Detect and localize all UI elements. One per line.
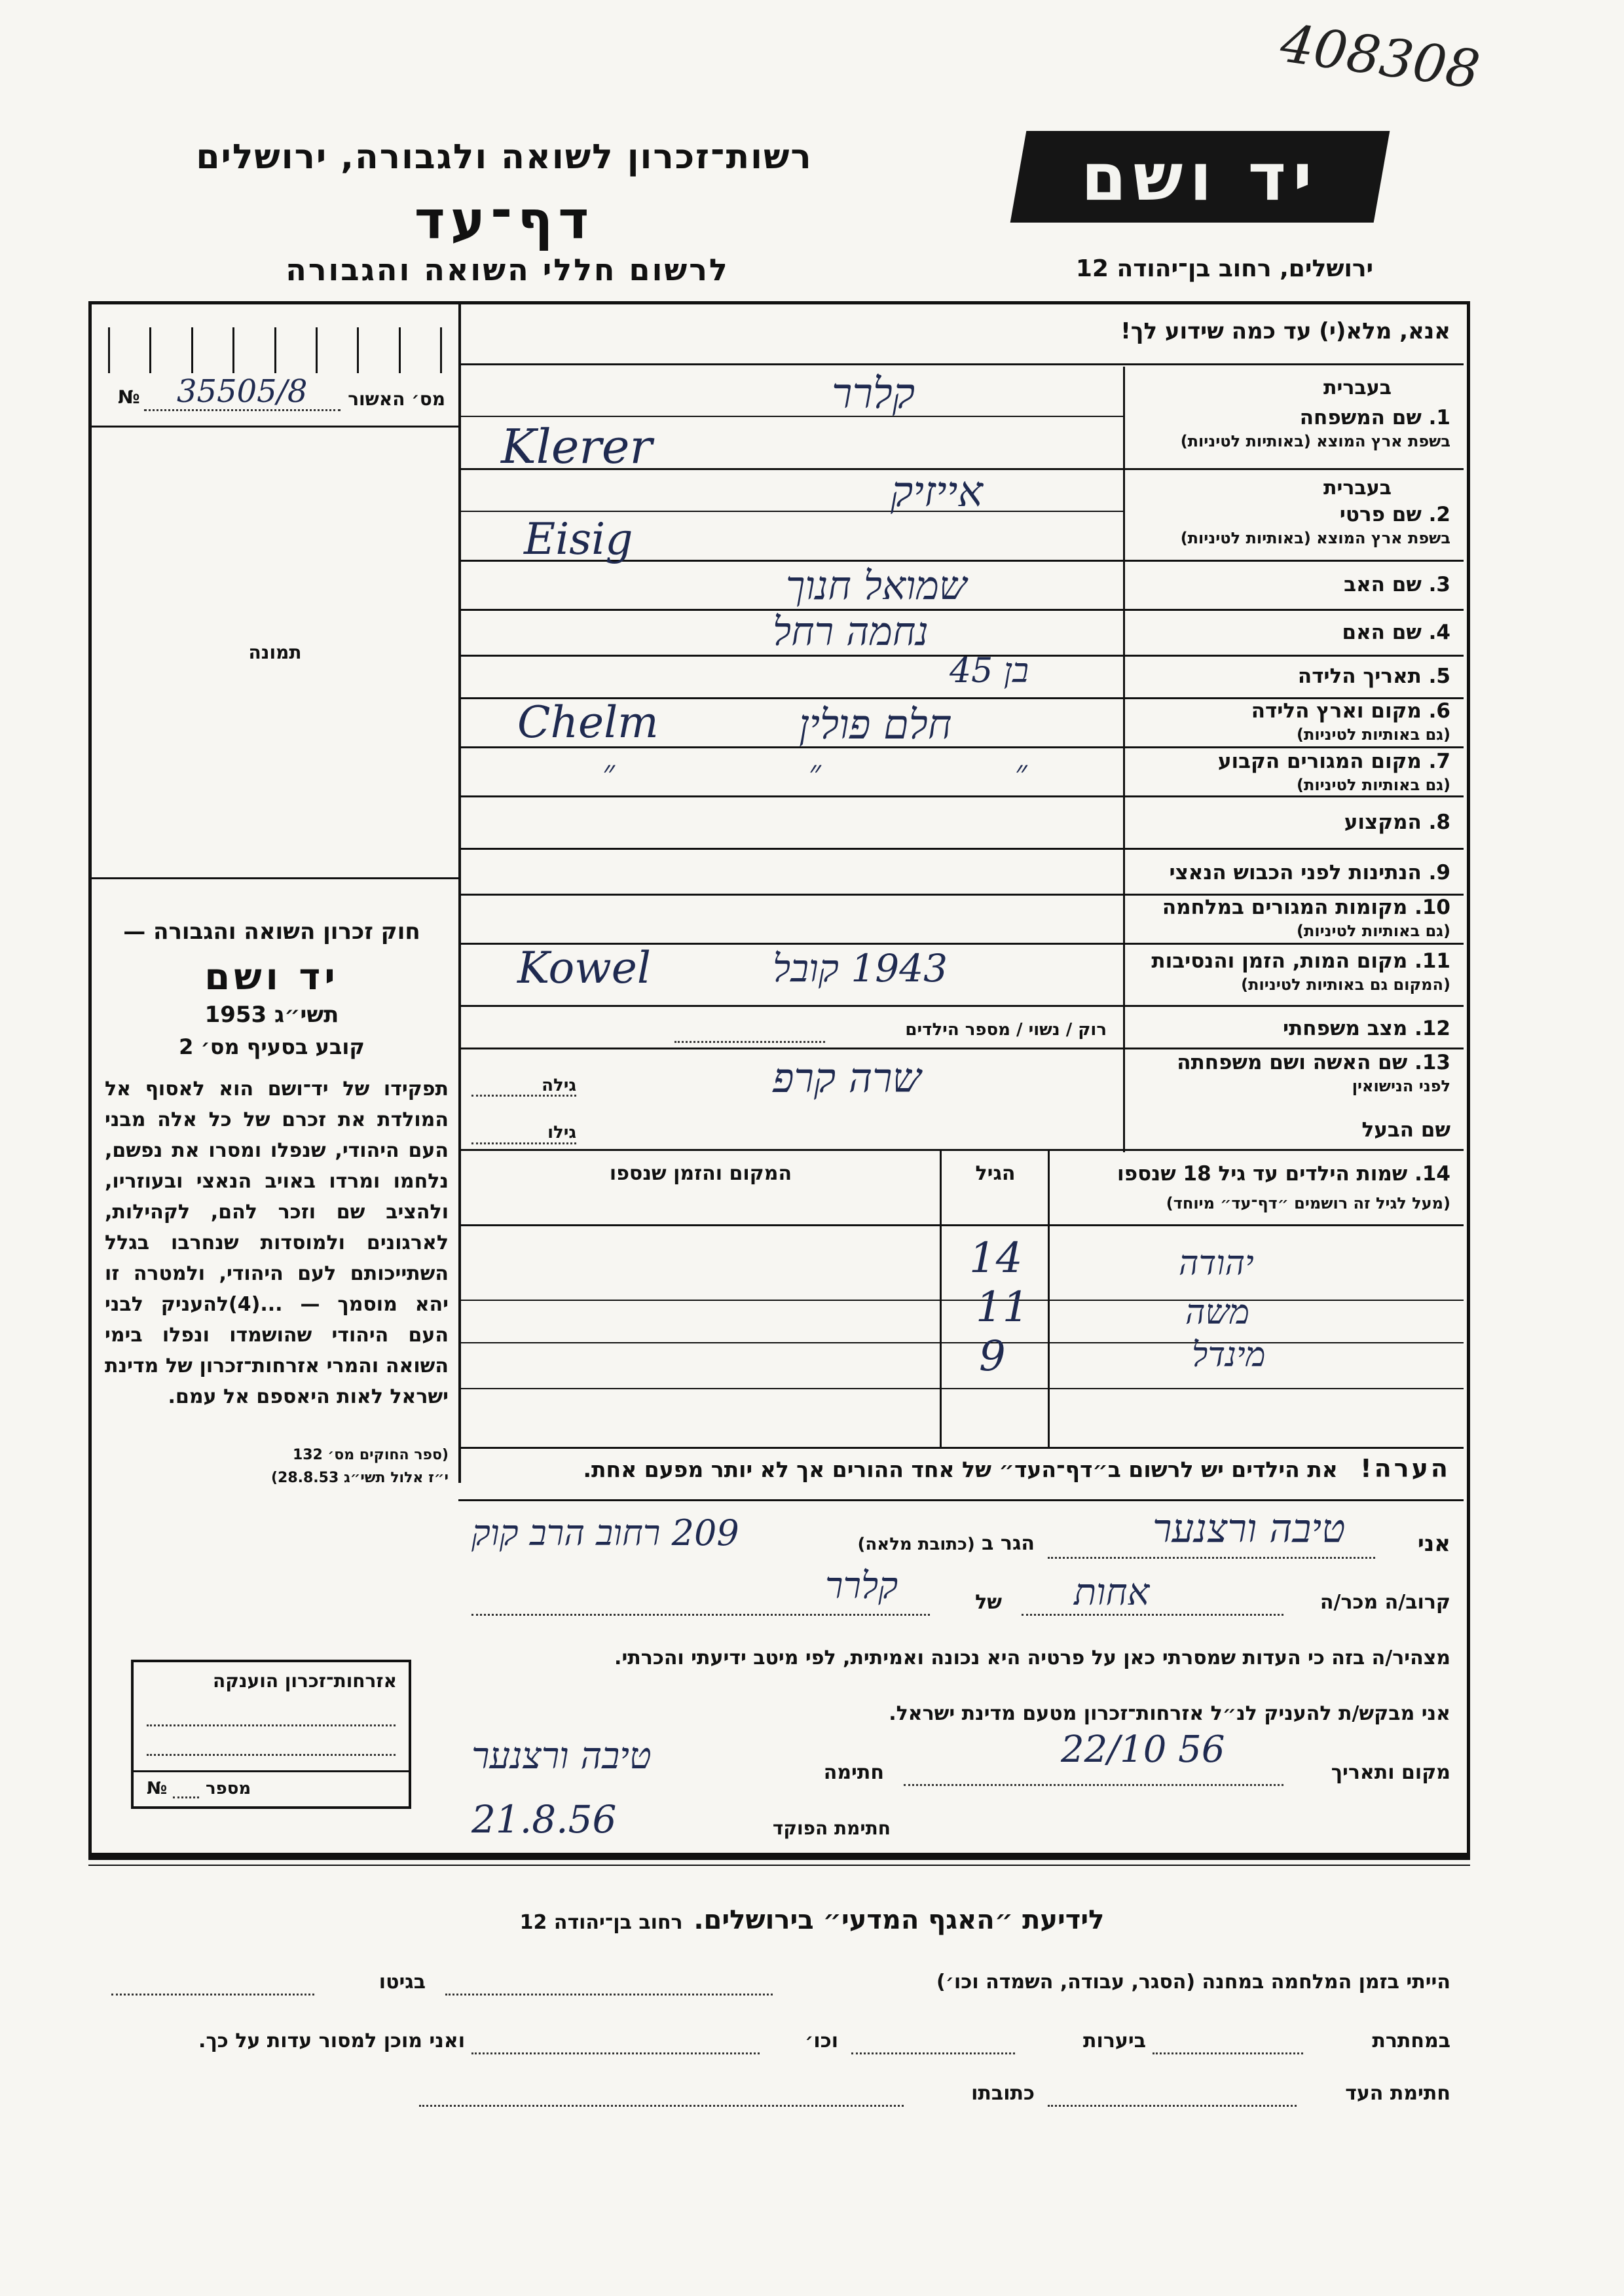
- field-number: 6.: [1428, 699, 1450, 723]
- registry-number-value: 35505/8: [177, 373, 308, 410]
- field-label: מקום וארץ הלידה: [1251, 699, 1422, 723]
- field-number: 12.: [1414, 1017, 1450, 1040]
- citizenship-box-title: אזרחות־זכרון הוענקה: [213, 1670, 397, 1692]
- bottom-ghetto-label: בגיטו: [378, 1971, 426, 1994]
- bottom-underground-label: במחתרת: [1372, 2030, 1450, 2052]
- relation-label: קרוב/ה מכר/ה: [1320, 1591, 1450, 1614]
- officer-signature-label: חתימת הפוקד: [772, 1817, 891, 1839]
- marital-status-options: רוק / נשוי / מספר הילדים: [905, 1020, 1107, 1040]
- bottom-witness-signature-label: חתימת העד: [1345, 2082, 1450, 2105]
- header-address: ירושלים, רחוב בן־יהודה 12: [1075, 255, 1374, 282]
- label-mother-name: [1123, 621, 1450, 644]
- field-number: 4.: [1428, 621, 1450, 644]
- field-sublabel: (גם באותיות לטיניות): [1297, 725, 1450, 744]
- field-sublabel: (גם באותיות לטיניות): [1297, 922, 1450, 940]
- wife-age-label: גילה: [542, 1076, 576, 1095]
- field-number: 9.: [1428, 861, 1450, 884]
- declarant-label: אני: [1417, 1531, 1450, 1557]
- registry-label: מס׳ האשור: [348, 388, 445, 410]
- field-label: הנתינות לפני הכבוש הנאצי: [1169, 861, 1422, 884]
- field-number: 7.: [1428, 750, 1450, 773]
- law-title: חוק זכרון השואה והגבורה —: [123, 919, 420, 945]
- field-label: מקומות המגורים במלחמה: [1162, 896, 1408, 919]
- organization-name: רשות־זכרון לשואה ולגבורה, ירושלים: [196, 137, 813, 177]
- officer-signature-value: 21.8.56: [471, 1797, 617, 1842]
- label-permanent-residence: [1123, 750, 1450, 797]
- relation-value: אחות: [1074, 1571, 1150, 1614]
- label-father-name: [1123, 573, 1450, 596]
- field-number: 8.: [1428, 811, 1450, 834]
- child-name-2: משה: [1185, 1293, 1250, 1332]
- child-age-1: 14: [969, 1234, 1023, 1283]
- label-first-name: [1123, 503, 1450, 550]
- permanent-residence-value: ״ ״ ״: [602, 753, 1119, 791]
- instruction-text: אנא, מלא(י) עד כמה שידוע לך!: [1120, 318, 1450, 344]
- field-number: 1.: [1428, 406, 1450, 429]
- field-label: שם האם: [1342, 621, 1422, 644]
- photo-label: תמונה: [248, 642, 302, 663]
- bottom-address-label: כתובתו: [971, 2082, 1035, 2105]
- form-subtitle: לרשום חללי השואה והגבורה: [286, 252, 729, 287]
- field-label: שם האב: [1344, 573, 1422, 596]
- label-birth-date: [1123, 665, 1450, 688]
- law-reference-2: י״ז אלול תשי״ג 28.8.53): [270, 1470, 449, 1486]
- bottom-title-text: לידיעת ״האגף המדעי״ בירושלים.: [693, 1905, 1105, 1935]
- place-date-value: 22/10 56: [1061, 1728, 1225, 1771]
- children-subtitle: (מעל לגיל זה רושמים ״דף־עד״ מיוחד): [1166, 1194, 1450, 1212]
- first-name-latin-value: Eisig: [524, 514, 633, 564]
- child-age-3: 9: [979, 1332, 1006, 1381]
- label-family-name: [1123, 406, 1450, 453]
- label-death-place: [1110, 949, 1450, 996]
- first-name-hebrew-value: אייזיק: [891, 468, 983, 517]
- declaration-request: אני מבקש/ת להעניק לנ״ל אזרחות־זכרון מטעם מדינת ישראל.: [889, 1702, 1450, 1725]
- field-number: 5.: [1428, 665, 1450, 688]
- field-sublabel: בשפת ארץ המוצא (באותיות לטיניות): [1180, 432, 1450, 450]
- children-title: 14. שמות הילדים עד גיל 18 שנספו: [1117, 1162, 1450, 1186]
- husband-age-label: גילו: [547, 1123, 576, 1142]
- law-year: תשי״ג 1953: [204, 1002, 339, 1028]
- child-age-2: 11: [976, 1283, 1029, 1332]
- bottom-address: רחוב בן־יהודה 12: [519, 1911, 683, 1934]
- family-name-latin-value: Klerer: [501, 419, 652, 474]
- label-marital-status: [1110, 1017, 1450, 1040]
- field-label: מקום המגורים הקבוע: [1217, 750, 1422, 773]
- field-sublabel: (גם באותיות לטיניות): [1297, 776, 1450, 794]
- bottom-title: [393, 1905, 1231, 1935]
- note-text: [449, 1454, 1450, 1483]
- field-label: המקצוע: [1344, 811, 1422, 834]
- residence-value: 209 רחוב הרב קוק: [471, 1512, 739, 1554]
- label-birth-place: [1123, 699, 1450, 746]
- field-label: מצב משפחתי: [1282, 1017, 1408, 1040]
- field-label: שם האשה ושם משפחתה: [1177, 1051, 1408, 1074]
- of-label: של: [975, 1591, 1002, 1614]
- declaration-statement: מצהיר/ה בזה כי העדות שמסרתי כאן על פרטיה היא נכונה ואמיתית, לפי מיטב ידיעתי והכרתי.: [614, 1647, 1450, 1669]
- bottom-etc-label: וכו׳: [805, 2030, 838, 2052]
- field-number: 11.: [1414, 949, 1450, 973]
- declarant-name-value: טיבה ורצנער: [1153, 1506, 1346, 1552]
- field-sublabel: (המקום גם באותיות לטיניות): [1241, 975, 1450, 994]
- signature-value: טיבה ורצנער: [471, 1735, 652, 1777]
- field-number: 3.: [1428, 573, 1450, 596]
- residence-label-note: (כתובת מלאה): [857, 1535, 975, 1554]
- field-sublabel: בשפת ארץ המוצא (באותיות לטיניות): [1180, 529, 1450, 547]
- law-text: תפקידו של יד־ושם הוא לאסוף אל המולדת את זכרם של כל אלה מבני העם היהודי, שנפלו ומסרו את נפשם, נלחמו ומרדו באויב הנאצי ובעוזריו, ולהציב שם וזכר להם, לקהילות, לארגונים ולמוסדות שנחרבו בגלל השתייכותם לעם היהודי, ולמטרה זו יהא מוסמך — ...(4)להעניק לבני העם היהודי שהושמדו ונפלו בימי השואה והמרי אזרחות־זכרון של מדינת ישראל לאות היאספם אל עמם.: [105, 1078, 449, 1408]
- citizenship-granted-box: [131, 1660, 411, 1809]
- children-place-header: המקום והזמן שנספו: [609, 1162, 792, 1185]
- residence-label-text: הגר ב: [982, 1532, 1035, 1555]
- residence-label: [812, 1532, 1035, 1556]
- label-wartime-residence: [1110, 896, 1450, 943]
- registry-ticks: [108, 327, 442, 373]
- handwritten-reference-number: 408308: [1276, 12, 1483, 101]
- father-name-value: שמואל חנוך: [786, 563, 967, 609]
- child-name-3: מינדל: [1192, 1336, 1266, 1375]
- label-in-hebrew-2: בעברית: [1323, 477, 1392, 500]
- field-sublabel: לפני הנישואין: [1352, 1077, 1450, 1095]
- mother-name-value: נחמה רחל: [773, 609, 929, 655]
- note-body: את הילדים יש לרשום ב״דף־העד״ של אחד ההורים אך לא יותר מפעם אחת.: [583, 1457, 1338, 1482]
- family-name-hebrew-value: קלרר: [832, 370, 915, 418]
- label-citizenship: [1058, 861, 1450, 884]
- death-place-latin-value: Kowel: [517, 943, 651, 993]
- bottom-forests-label: ביערות: [1083, 2030, 1146, 2052]
- field-number: 10.: [1414, 896, 1450, 919]
- death-place-hebrew-value: 1943 קובל: [773, 946, 948, 991]
- field-label: תאריך הלידה: [1297, 665, 1422, 688]
- citizenship-number-label: מספר: [206, 1779, 251, 1798]
- label-husband-name: שם הבעל: [1361, 1118, 1450, 1142]
- label-in-hebrew-1: בעברית: [1323, 376, 1392, 399]
- bottom-ready-text: ואני מוכן למסור עדות על כך.: [198, 2030, 465, 2052]
- signature-label: חתימה: [823, 1761, 884, 1784]
- field-label: מקום המות, הזמן והנסיבות: [1151, 949, 1408, 973]
- field-label: שם המשפחה: [1299, 406, 1422, 429]
- birth-place-hebrew-value: חלם פולין: [799, 701, 952, 748]
- birth-place-latin-value: Chelm: [517, 697, 659, 748]
- wife-name-value: שרה קרפ: [773, 1054, 921, 1102]
- law-reference-1: (ספר החוקים מס׳ 132: [292, 1447, 449, 1463]
- of-value: קלרר: [825, 1565, 898, 1607]
- form-title: דף־עד: [414, 190, 595, 251]
- field-number: 13.: [1414, 1051, 1450, 1074]
- child-name-1: יהודה: [1179, 1244, 1254, 1283]
- bottom-camp-line: הייתי בזמן המלחמה במחנה (הסגר, עבודה, השמדה וכו׳): [936, 1971, 1450, 1994]
- birth-date-value: בן 45: [950, 651, 1029, 691]
- note-title: הערה!: [1360, 1454, 1450, 1483]
- children-age-header: הגיל: [975, 1162, 1016, 1185]
- place-date-label: מקום ותאריך: [1331, 1761, 1450, 1784]
- registry-no-symbol: №: [118, 386, 140, 408]
- yad-vashem-logo: [1010, 131, 1390, 223]
- field-label: שם פרטי: [1339, 503, 1422, 526]
- law-clause: קובע בסעיף מס׳ 2: [179, 1034, 365, 1059]
- field-number: 2.: [1428, 503, 1450, 526]
- citizenship-no-symbol: №: [147, 1779, 168, 1798]
- label-wife-name: [1110, 1051, 1450, 1098]
- label-profession: [1123, 811, 1450, 834]
- law-name: יד ושם: [204, 956, 339, 998]
- logo-text: יד ושם: [1081, 138, 1319, 215]
